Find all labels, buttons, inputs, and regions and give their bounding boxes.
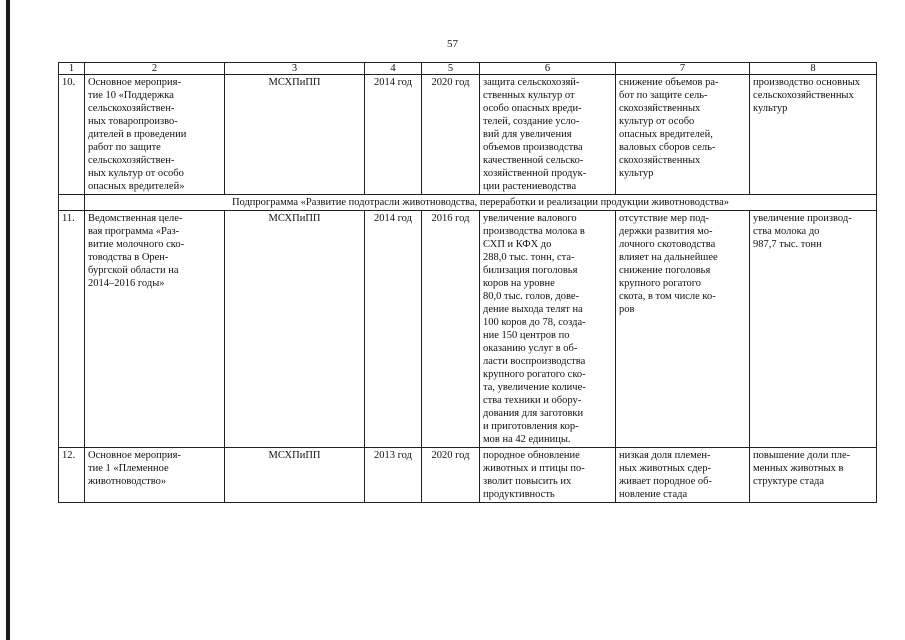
page-number: 57 — [447, 38, 458, 50]
column-number: 7 — [616, 63, 750, 75]
related-indicator: повышение доли пле- менных животных в структуре стада — [750, 448, 877, 503]
table-row — [59, 448, 877, 503]
non-implementation-consequences: отсутствие мер под- держки развития мо- лочного скотоводства влияет на дальнейшее снижение поголовья крупного рогатого скота, в том числе ко- ров — [616, 211, 750, 448]
row-number: 11. — [59, 211, 85, 448]
column-number: 2 — [85, 63, 225, 75]
column-number: 8 — [750, 63, 877, 75]
responsible-executor: МСХПиПП — [225, 448, 365, 503]
responsible-executor: МСХПиПП — [225, 75, 365, 195]
column-number: 6 — [480, 63, 616, 75]
subprogram-row — [59, 195, 877, 211]
row-number: 12. — [59, 448, 85, 503]
non-implementation-consequences: низкая доля племен- ных животных сдер- живает породное об- новление стада — [616, 448, 750, 503]
measure-name: Основное мероприя- тие 10 «Поддержка сельскохозяйствен- ных товаропроизво- дителей в проведении работ по защите сельскохозяйствен- ных культур от особо опасных вредителей» — [85, 75, 225, 195]
column-number: 1 — [59, 63, 85, 75]
related-indicator: увеличение производ- ства молока до 987,7 тыс. тонн — [750, 211, 877, 448]
responsible-executor: МСХПиПП — [225, 211, 365, 448]
subprogram-spacer — [59, 195, 85, 211]
column-number: 3 — [225, 63, 365, 75]
scan-edge-bar — [6, 0, 10, 640]
measure-name: Ведомственная целе- вая программа «Раз- витие молочного ско- товодства в Орен- бургской области на 2014–2016 годы» — [85, 211, 225, 448]
table-row — [59, 75, 877, 195]
start-year: 2014 год — [365, 75, 422, 195]
end-year: 2016 год — [422, 211, 480, 448]
row-number: 10. — [59, 75, 85, 195]
end-year: 2020 год — [422, 75, 480, 195]
end-year: 2020 год — [422, 448, 480, 503]
measures-table — [58, 62, 877, 503]
expected-result: породное обновление животных и птицы по- зволит повысить их продуктивность — [480, 448, 616, 503]
column-number: 4 — [365, 63, 422, 75]
table-row — [59, 211, 877, 448]
column-number-row — [59, 63, 877, 75]
expected-result: увеличение валового производства молока в СХП и КФХ до 288,0 тыс. тонн, ста- билизация поголовья коров на уровне 80,0 тыс. голов, дове- дение выхода телят на 100 коров до 78, созда- ние 150 центров по оказанию услуг в об- ласти воспроизводства крупного рогатого ско- та, увеличение количе- ства техники и обору- дования для заготовки и приготовления кор- мов на 42 единицы. — [480, 211, 616, 448]
non-implementation-consequences: снижение объемов ра- бот по защите сель- скохозяйственных культур от особо опасных вредителей, валовых сборов сель- скохозяйственных культур — [616, 75, 750, 195]
measure-name: Основное мероприя- тие 1 «Племенное животноводство» — [85, 448, 225, 503]
expected-result: защита сельскохозяй- ственных культур от особо опасных вреди- телей, создание усло- вий для увеличения объемов производства качественной сельско- хозяйственной продук- ции растениеводства — [480, 75, 616, 195]
subprogram-title: Подпрограмма «Развитие подотрасли животноводства, переработки и реализации продукции животноводства» — [85, 195, 877, 211]
column-number: 5 — [422, 63, 480, 75]
start-year: 2013 год — [365, 448, 422, 503]
start-year: 2014 год — [365, 211, 422, 448]
related-indicator: производство основных сельскохозяйственных культур — [750, 75, 877, 195]
